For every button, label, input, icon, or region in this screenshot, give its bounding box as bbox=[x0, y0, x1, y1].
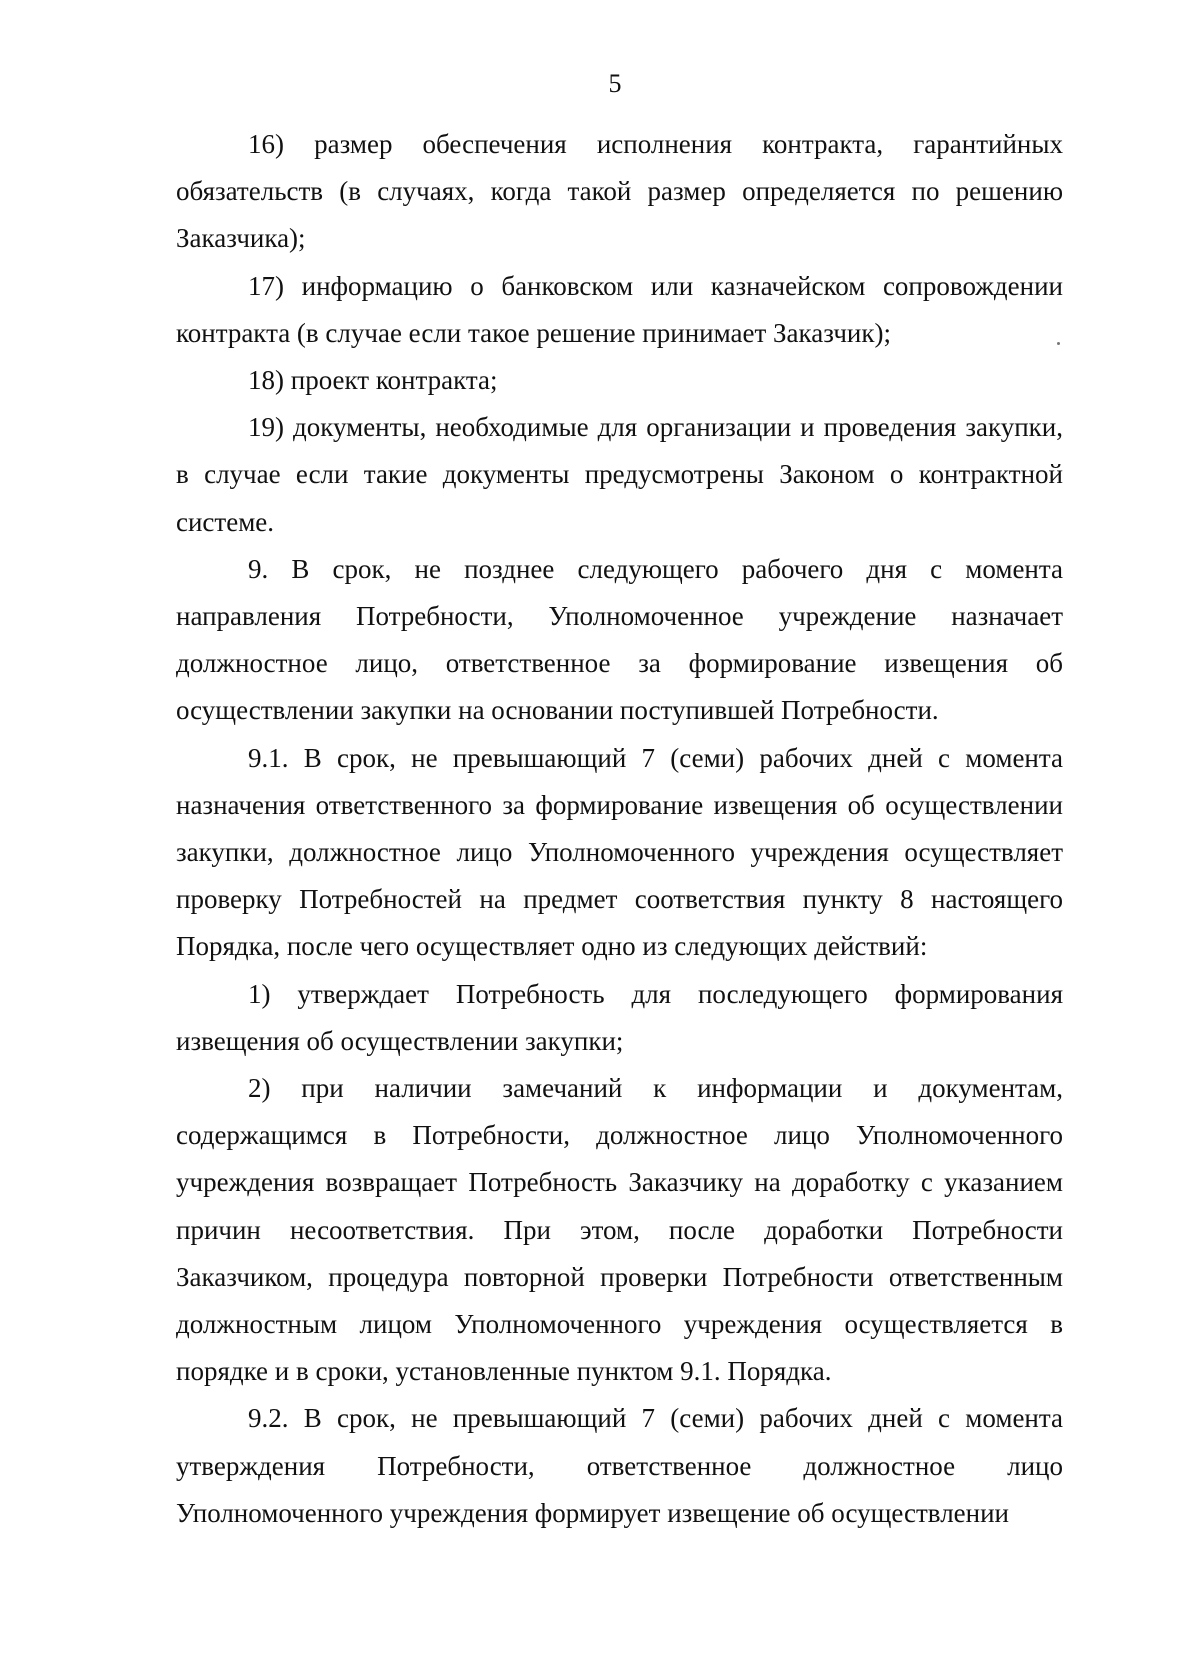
paragraph-item-17: 17) информацию о банковском или казначейском сопровождении контракта (в случае если такое решение принимает Заказчик); bbox=[176, 270, 1063, 348]
paragraph-subitem-2: 2) при наличии замечаний к информации и документам, содержащимся в Потребности, должностное лицо Уполномоченного учреждения возвращает Потребность Заказчику на доработку с указанием причин несоответствия. При этом, после доработки Потребности Заказчиком, процедура повторной проверки Потребности ответственным должностным лицом Уполномоченного учреждения осуществляется в порядке и в сроки, установленные пунктом 9.1. Порядка. bbox=[176, 1073, 1063, 1387]
paragraph-subitem-1: 1) утверждает Потребность для последующего формирования извещения об осуществлении закупки; bbox=[176, 978, 1063, 1056]
paragraph-item-19: 19) документы, необходимые для организации и проведения закупки, в случае если такие документы предусмотрены Законом о контрактной системе. bbox=[176, 412, 1063, 537]
paragraph-item-18: 18) проект контракта; bbox=[248, 365, 498, 396]
paragraph-item-16: 16) размер обеспечения исполнения контракта, гарантийных обязательств (в случаях, когда такой размер определяется по решению Заказчика); bbox=[176, 129, 1063, 254]
paragraph-section-9: 9. В срок, не позднее следующего рабочего дня с момента направления Потребности, Уполномоченное учреждение назначает должностное лицо, ответственное за формирование извещения об осуществлении закупки на основании поступившей Потребности. bbox=[176, 553, 1063, 726]
page-number: 5 bbox=[608, 69, 622, 98]
document-body bbox=[176, 121, 1063, 1537]
paragraph-section-9-2: 9.2. В срок, не превышающий 7 (семи) рабочих дней с момента утверждения Потребности, ответственное должностное лицо Уполномоченного учреждения формирует извещение об осуществлении bbox=[176, 1403, 1063, 1528]
paragraph-section-9-1: 9.1. В срок, не превышающий 7 (семи) рабочих дней с момента назначения ответственного за формирование извещения об осуществлении закупки, должностное лицо Уполномоченного учреждения осуществляет проверку Потребностей на предмет соответствия пункту 8 настоящего Порядка, после чего осуществляет одно из следующих действий: bbox=[176, 742, 1063, 962]
